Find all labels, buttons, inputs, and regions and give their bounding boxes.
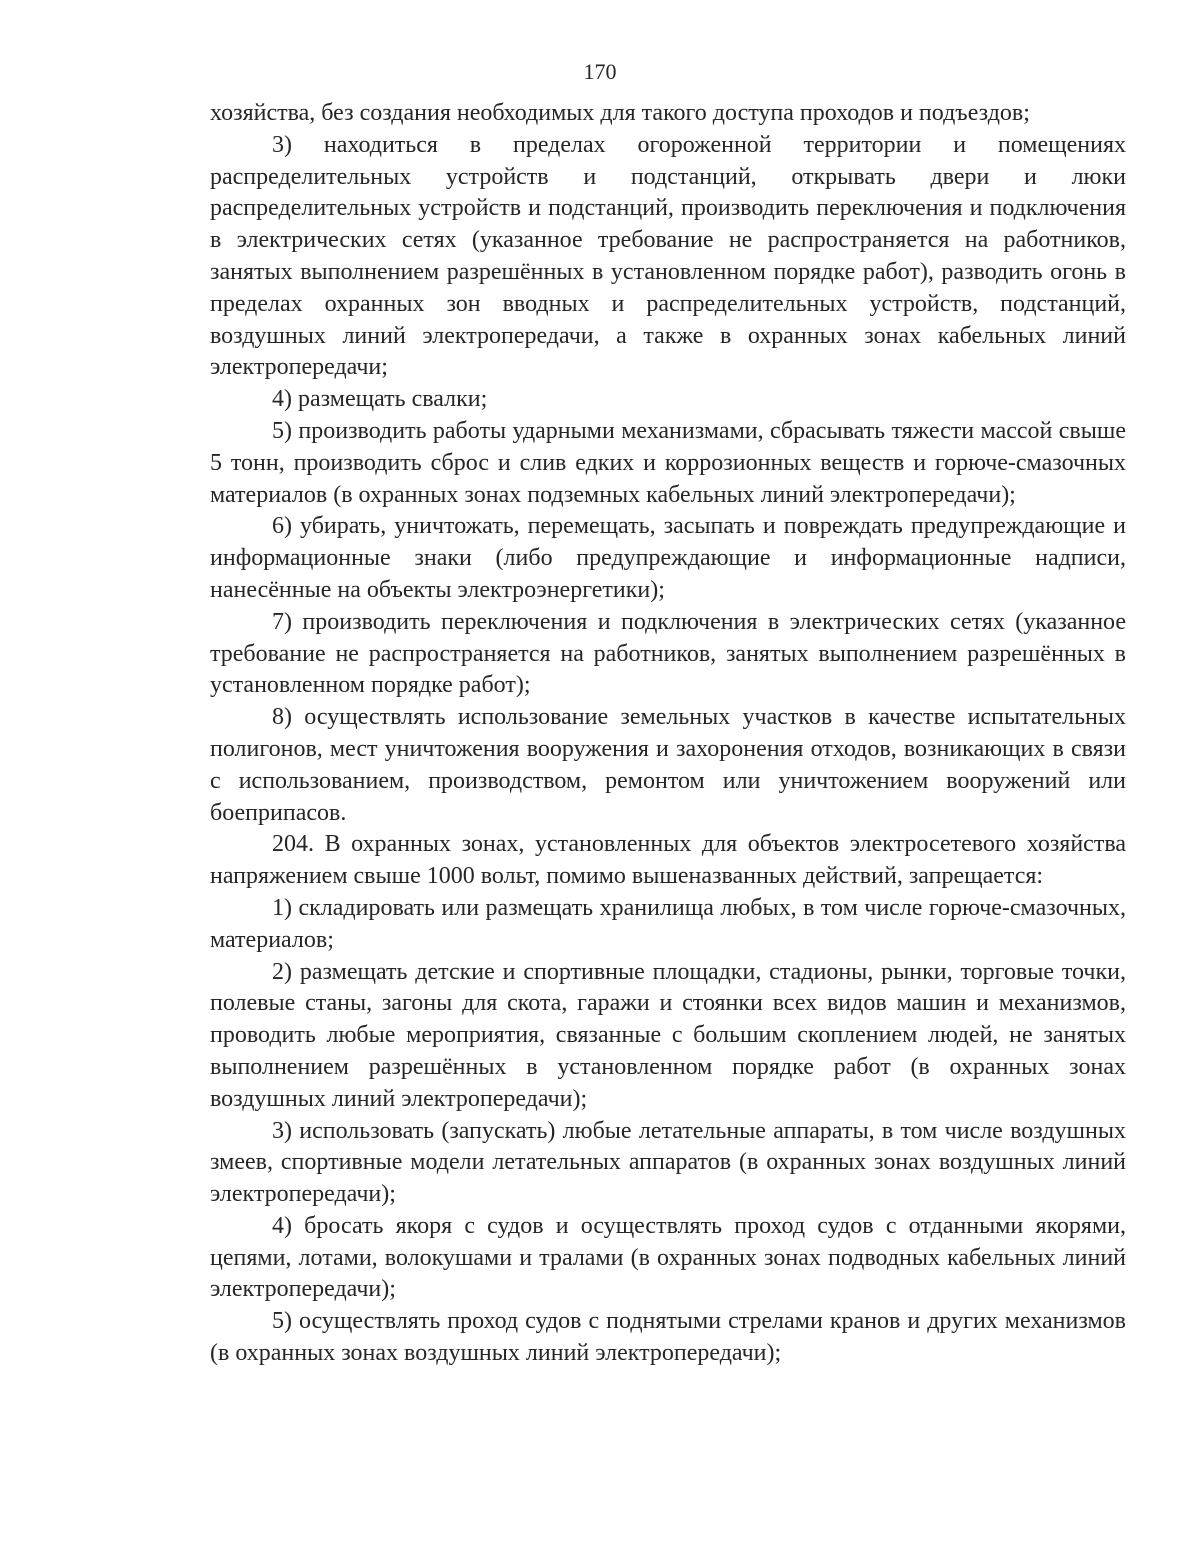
section-204-item-4: 4) бросать якоря с судов и осуществлять проход судов с отданными якорями, цепями, лотами, волокушами и тралами (в охранных зонах подводных кабельных линий электропередачи); <box>210 1212 1126 1303</box>
list-item-3: 3) находиться в пределах огороженной территории и помещениях распределительных устройств и подстанций, открывать двери и люки распределительных устройств и подстанций, производить переключения и подключения в электрических сетях (указанное требование не распространяется на работников, занятых выполнением разрешённых в установленном порядке работ), разводить огонь в пределах охранных зон вводных и распределительных устройств, подстанций, воздушных линий электропередачи, а также в охранных зонах кабельных линий электропередачи; <box>210 131 1126 381</box>
page-number: 170 <box>583 59 617 84</box>
section-204-item-5: 5) осуществлять проход судов с поднятыми стрелами кранов и других механизмов (в охранных зонах воздушных линий электропередачи); <box>210 1308 1126 1367</box>
list-item-4: 4) размещать свалки; <box>272 386 488 413</box>
section-204-item-3: 3) использовать (запускать) любые летательные аппараты, в том числе воздушных змеев, спортивные модели летательных аппаратов (в охранных зонах воздушных линий электропередачи); <box>210 1117 1126 1208</box>
document-body <box>210 98 1126 1370</box>
section-204-item-2: 2) размещать детские и спортивные площадки, стадионы, рынки, торговые точки, полевые станы, загоны для скота, гаражи и стоянки всех видов машин и механизмов, проводить любые мероприятия, связанные с большим скоплением людей, не занятых выполнением разрешённых в установленном порядке работ (в охранных зонах воздушных линий электропередачи); <box>210 958 1126 1112</box>
section-204-paragraph: 204. В охранных зонах, установленных для объектов электросетевого хозяйства напряжением свыше 1000 вольт, помимо вышеназванных действий, запрещается: <box>210 831 1126 890</box>
list-item-5: 5) производить работы ударными механизмами, сбрасывать тяжести массой свыше 5 тонн, производить сброс и слив едких и коррозионных веществ и горюче-смазочных материалов (в охранных зонах подземных кабельных линий электропередачи); <box>210 417 1126 508</box>
list-item-7: 7) производить переключения и подключения в электрических сетях (указанное требование не распространяется на работников, занятых выполнением разрешённых в установленном порядке работ); <box>210 608 1126 699</box>
section-204-item-1: 1) складировать или размещать хранилища любых, в том числе горюче-смазочных, материалов; <box>210 894 1126 953</box>
list-item-8: 8) осуществлять использование земельных участков в качестве испытательных полигонов, мест уничтожения вооружения и захоронения отходов, возникающих в связи с использованием, производством, ремонтом или уничтожением вооружений или боеприпасов. <box>210 704 1126 826</box>
paragraph-continuation: хозяйства, без создания необходимых для такого доступа проходов и подъездов; <box>210 100 1030 126</box>
list-item-6: 6) убирать, уничтожать, перемещать, засыпать и повреждать предупреждающие и информационные знаки (либо предупреждающие и информационные надписи, нанесённые на объекты электроэнергетики); <box>210 513 1126 603</box>
